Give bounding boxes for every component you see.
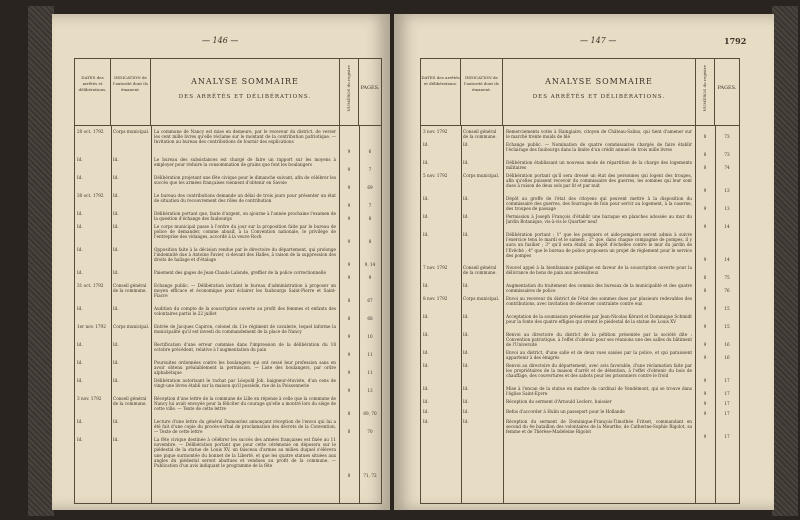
row-page-number: 17 [724, 401, 730, 406]
row-authority: Conseil général de la commune. [463, 265, 497, 276]
table-row [75, 129, 381, 155]
table-row [421, 173, 739, 194]
col-dates-header: DATES des arrêtés et délibérations. [421, 59, 461, 125]
table-row [421, 129, 739, 140]
row-authority: Id. [113, 224, 119, 229]
row-page-number: 16 [724, 342, 730, 347]
row-page-number: 76 [724, 288, 730, 293]
table-row [75, 175, 381, 191]
table-row [421, 419, 739, 440]
table-row [75, 193, 381, 209]
table-row [421, 296, 739, 312]
row-authority: Id. [113, 419, 119, 424]
row-text: Envoi au receveur du district de l'état des sommes dues par plusieurs redevables des contributions, avec invitation de décerner contrainte contre eux [506, 296, 692, 307]
row-register-number: 9 [703, 401, 707, 406]
row-page-number: 6 [368, 149, 372, 154]
col-numero-label: NUMÉROS du registre [346, 65, 351, 112]
row-date: Id. [423, 160, 429, 165]
row-date: Id. [423, 283, 429, 288]
row-page-number: 11 [367, 370, 373, 375]
row-page-number: 73 [724, 134, 730, 139]
row-text: Délibération portant : 1° que les pompiers et aide-pompiers seront admis à suivre l'exercice tenu le mardi et le samedi ; 2° que, dans chaque compagnie de pompes, il y aura un fusilier ; 3° qu'il sera établi un dépôt d'échelles contre le mur du jardin de l'Evêché ; 4° que le bureau de police proposera un projet de règlement pour le service des pompes [506, 232, 692, 258]
row-text: Rectification d'une erreur commise dans l'impression de la délibération du 18 octobre précédent, relative à l'augmentation du pain [154, 342, 336, 353]
book-cover-right [772, 6, 798, 516]
row-page-number: 13 [724, 206, 730, 211]
row-text: La fête civique destinée à célébrer les succès des armées françaises est fixée au 11 novembre. — Délibération portant que pour cette cérémonie on déposera sur le piédestal de la statue de Louis XV, un faisceau d'armes au milieu duquel s'élèvera une pique surmontée du bonnet de la Liberté, et que les quatre statues situées aux angles du piédestal seront abattues et vendues au profit de la commune. — Publication d'un avis indiquant le programme de la fête [154, 437, 336, 469]
row-authority: Id. [463, 232, 469, 237]
row-date: 8 nov. 1792 [423, 296, 448, 301]
row-text: Le bureau des contributions demande un délai de trois jours pour présenter un état de situation du recouvrement des rôles de contribution [154, 193, 336, 204]
year-header: 1792 [724, 36, 747, 46]
row-register-number: 9 [347, 334, 351, 339]
row-text: Refus d'accorder à Hulin un passeport pour le Hollande [506, 409, 625, 414]
table-title [503, 59, 695, 125]
row-authority: Id. [463, 363, 469, 368]
row-text: Acceptation de la soumission présentée par Jean-Nicolas Kérard et Dominique Schmidt pour la fonte des quatre effigies qui ornent le piédestal de la statue de Louis XV [506, 314, 692, 325]
row-authority: Id. [113, 270, 119, 275]
table-row [421, 409, 739, 417]
table-row [421, 332, 739, 348]
row-date: 31 oct. 1792 [77, 283, 104, 288]
row-authority: Id. [113, 378, 119, 383]
row-page-number: 16 [724, 355, 730, 360]
row-authority: Id. [113, 360, 119, 365]
row-page-number: 13 [724, 188, 730, 193]
row-authority: Id. [113, 437, 119, 442]
row-date: Id. [77, 419, 83, 424]
table-row [421, 399, 739, 407]
table-row [75, 283, 381, 304]
row-date: 30 oct. 1792 [77, 193, 104, 198]
row-page-number: 73 [724, 152, 730, 157]
row-register-number: 8 [347, 298, 351, 303]
col-pages-header: PAGES. [717, 85, 737, 91]
table-title-text: ANALYSE SOMMAIRE [191, 77, 299, 86]
row-authority: Conseil général de la commune. [113, 396, 147, 407]
row-text: Nouvel appel à la bienfaisance publique en faveur de la souscription ouverte pour la délivrance de bons de pain aux nécessiteux [506, 265, 692, 276]
table-header [421, 59, 739, 126]
row-register-number: 9 [703, 306, 707, 311]
row-authority: Id. [463, 314, 469, 319]
row-authority: Id. [463, 332, 469, 337]
row-text: Le corps municipal passe à l'ordre du jour sur la proposition faite par le bureau de police de demander, comme abusif, à la Convention nationale, le privilège de l'entreprise des vidanges, accordé à la veuve Roch [154, 224, 336, 240]
table-row [421, 196, 739, 212]
row-page-number: 17 [724, 411, 730, 416]
row-authority: Corps municipal. [463, 296, 500, 301]
table-row [421, 314, 739, 330]
row-authority: Id. [463, 409, 469, 414]
row-date: Id. [77, 247, 83, 252]
row-register-number: 9 [347, 370, 351, 375]
row-register-number: 9 [703, 206, 707, 211]
row-date: Id. [423, 214, 429, 219]
row-authority: Conseil général de la commune. [463, 129, 497, 140]
row-register-number: 9 [703, 355, 707, 360]
row-date: 5 nov. 1792 [423, 173, 448, 178]
row-page-number: 71, 72 [363, 473, 377, 478]
row-authority: Id. [113, 342, 119, 347]
row-register-number: 9 [703, 378, 707, 383]
row-page-number: 74 [724, 165, 730, 170]
row-authority: Id. [113, 175, 119, 180]
col-authority-header: INDICATION de l'autorité dont ils émanent. [461, 59, 503, 125]
table-row [75, 306, 381, 322]
table-row [75, 211, 381, 222]
table-subtitle-text: DES ARRÊTÉS ET DÉLIBÉRATIONS. [532, 94, 666, 100]
row-register-number: 8 [703, 152, 707, 157]
row-authority: Id. [113, 193, 119, 198]
row-text: Délibération portant qu'il sera dressé un état des personnes qui logent des troupes, afin qu'elles puissent recevoir du commissaire des guerres, les sommes qui leur sont dues à raison de deux sols par lit et par nuit [506, 173, 692, 189]
row-page-number: 10 [367, 334, 373, 339]
row-register-number: 9 [347, 185, 351, 190]
row-date: Id. [423, 386, 429, 391]
register-table [420, 58, 740, 504]
row-page-number: 8 [368, 216, 372, 221]
right-page [394, 14, 774, 510]
row-page-number: 69, 70 [363, 411, 377, 416]
table-row [75, 224, 381, 245]
row-page-number: 9 [368, 275, 372, 280]
row-text: Dépôt au greffe de l'état des citoyens qui peuvent mettre à la disposition du commissaire des guerres, des fourrages de foin pour servir au logement, à la caserne, des troupes de passage [506, 196, 692, 212]
row-page-number: 13 [367, 388, 373, 393]
row-authority: Id. [463, 350, 469, 355]
col-numero-header [695, 59, 715, 125]
row-date: Id. [423, 142, 429, 147]
row-date: Id. [423, 399, 429, 404]
col-numero-label: NUMÉROS du registre [702, 65, 707, 112]
row-text: Renvoi au directoire du département, avec avis favorable, d'une réclamation faite par les propriétaires de la maison d'arrêt et de détention, à l'effet d'obtenir du bois de chauffage, des couvertures et des sabots pour les prisonniers contre le froid [506, 363, 692, 379]
row-date: Id. [423, 332, 429, 337]
row-register-number: 9 [703, 188, 707, 193]
table-row [75, 360, 381, 376]
row-text: Opposition faite à la décision rendue par le directoire du département, qui prolonge l'indemnité due à Antoine Favier, ci-devant des Halles, à raison de la suppression des droits de hallage et d'étalage [154, 247, 336, 263]
row-text: Audition du compte de la souscription ouverte au profit des femmes et enfants des volontaires partis le 22 juillet [154, 306, 336, 317]
col-pages-header: PAGES. [360, 85, 380, 91]
row-page-number: 69 [367, 185, 373, 190]
row-text: Mise à l'encan de la statue en marbre du cardinal de Vendémont, qui se trouve dans l'église Saint-Epvre [506, 386, 692, 397]
table-row [75, 342, 381, 358]
row-authority: Id. [463, 399, 469, 404]
row-page-number: 7 [368, 167, 372, 172]
row-text: Réception du serment d'Arnould Leclerc, huissier [506, 399, 612, 404]
row-register-number: 9 [347, 239, 351, 244]
page-number: — 146 — [202, 36, 239, 45]
row-text: Réception d'une lettre de la commune de Lille en réponse à celle que la commune de Nancy lui avait envoyée pour la féliciter du courage qu'elle a montré lors du siège de cette ville. — Texte de cette lettre [154, 396, 336, 412]
table-row [75, 324, 381, 340]
row-text: Envoi au district, d'une salle et de deux vues saisies par la police, et qui paraissent appartenir à des émigrés [506, 350, 692, 361]
row-text: Permission à Joseph François d'établir une baraque en planches adossée au mur du Jardin Botanique, vis-à-vis le Quartier neuf [506, 214, 692, 225]
row-date: Id. [77, 270, 83, 275]
row-authority: Corps municipal. [113, 129, 150, 134]
row-page-number: 17 [724, 434, 730, 439]
row-register-number: 9 [347, 275, 351, 280]
book-cover-left [28, 6, 54, 516]
table-subtitle-text: DES ARRÊTÉS ET DÉLIBÉRATIONS. [178, 94, 312, 100]
row-date: Id. [423, 350, 429, 355]
row-date: Id. [77, 175, 83, 180]
row-authority: Id. [463, 196, 469, 201]
row-text: Paiement des gages de Jean-Claude Lalonde, greffier de la police correctionnelle [154, 270, 326, 275]
row-text: Réception du serment de Dominique-François-Timothée Fritset, commandant en second du 4e bataillon des volontaires de la Meurthe, de Catherine-Sophie Rigolot, sa femme et de Thérèse-Madeleine Rigolot [506, 419, 692, 435]
table-row [421, 350, 739, 361]
table-title-text: ANALYSE SOMMAIRE [545, 77, 653, 86]
row-date: Id. [423, 314, 429, 319]
row-page-number: 8 [368, 239, 372, 244]
row-register-number: 8 [347, 473, 351, 478]
table-row [421, 283, 739, 294]
row-text: Délibération établissant un nouveau mode de répartition de la charge des logements militaires [506, 160, 692, 171]
row-text: Echange public. — Délibération invitant le bureau d'administration à proposer un moyen efficace et économique pour éclairer les faubourgs Saint-Pierre et Saint-Fiacre [154, 283, 336, 299]
row-register-number: 9 [347, 352, 351, 357]
row-register-number: 8 [703, 165, 707, 170]
table-row [421, 386, 739, 397]
row-register-number: 9 [703, 224, 707, 229]
table-row [421, 265, 739, 281]
register-table [74, 58, 382, 504]
row-page-number: 7 [368, 203, 372, 208]
row-register-number: 8 [703, 275, 707, 280]
row-page-number: 14 [724, 224, 730, 229]
row-authority: Conseil général de la commune. [113, 283, 147, 294]
row-authority: Corps municipal. [113, 324, 150, 329]
row-date: 1er nov. 1792 [77, 324, 106, 329]
row-register-number: 8 [347, 316, 351, 321]
row-page-number: 70 [367, 429, 373, 434]
row-date: Id. [423, 409, 429, 414]
row-register-number: 9 [347, 149, 351, 154]
row-authority: Id. [113, 247, 119, 252]
row-text: Echange public. — Nomination de quatre commissaires chargés de faire établir l'éclairage des faubourgs dans la limite d'un crédit annuel de trois mille livres [506, 142, 692, 153]
row-authority: Id. [463, 283, 469, 288]
row-register-number: 9 [347, 216, 351, 221]
col-numero-header [339, 59, 359, 125]
row-date: Id. [77, 342, 83, 347]
row-page-number: 14 [724, 257, 730, 262]
row-page-number: 9, 14 [364, 262, 376, 267]
col-authority-header: INDICATION de l'autorité dont ils émanent. [111, 59, 151, 125]
row-authority: Corps municipal. [463, 173, 500, 178]
table-row [75, 378, 381, 394]
row-page-number: 75 [724, 275, 730, 280]
table-row [421, 214, 739, 230]
row-register-number: 9 [347, 167, 351, 172]
row-authority: Id. [113, 157, 119, 162]
row-page-number: 11 [367, 352, 373, 357]
left-page [52, 14, 390, 510]
row-authority: Id. [463, 142, 469, 147]
row-authority: Id. [463, 419, 469, 424]
table-row [421, 160, 739, 171]
row-date: Id. [423, 419, 429, 424]
row-register-number: 8 [347, 411, 351, 416]
row-register-number: 9 [703, 257, 707, 262]
row-date: 20 oct. 1792 [77, 129, 104, 134]
row-date: Id. [77, 378, 83, 383]
row-text: Renvoi au directoire du district de la pétition présentée par la société dite : Convention patriotique, à l'effet d'obtenir pour ses réunions une des salles du bâtiment de l'Université [506, 332, 692, 348]
row-date: Id. [77, 437, 83, 442]
row-date: Id. [423, 363, 429, 368]
row-register-number: 8 [703, 288, 707, 293]
row-date: Id. [77, 157, 83, 162]
row-register-number: 9 [703, 434, 707, 439]
row-text: Le bureau des subsistances est chargé de faire un rapport sur les moyens à employer pour réduire la consommation de grains que font les boulangers [154, 157, 336, 168]
row-date: Id. [77, 306, 83, 311]
row-register-number: 9 [347, 203, 351, 208]
row-date: 7 nov. 1792 [423, 265, 448, 270]
row-register-number: 9 [703, 411, 707, 416]
table-row [75, 419, 381, 435]
row-text: Délibération projetant une fête civique pour le dimanche suivant, afin de célébrer les succès que les armées françaises viennent d'obtenir en Savoie [154, 175, 336, 186]
row-register-number: 9 [703, 391, 707, 396]
row-register-number: 9 [347, 388, 351, 393]
row-register-number: 8 [703, 134, 707, 139]
row-text: Délibération portant que, faute d'argent, on ajourne à l'année prochaine l'examen de la question d'échange des faubourgs [154, 211, 336, 222]
table-row [421, 232, 739, 263]
row-date: Id. [423, 232, 429, 237]
row-date: Id. [77, 224, 83, 229]
row-register-number: 9 [347, 262, 351, 267]
table-row [421, 363, 739, 384]
row-date: 3 nov. 1792 [77, 396, 102, 401]
row-date: Id. [77, 211, 83, 216]
row-page-number: 17 [724, 378, 730, 383]
row-authority: Id. [463, 160, 469, 165]
row-authority: Id. [113, 306, 119, 311]
row-text: La commune de Nancy est mise en demeure, par le receveur du district, de verser les cent mille livres qu'elle réclame sur le montant de la contribution patriotique. — Invitation au bureau des contributions de fournir des explications [154, 129, 336, 145]
row-date: Id. [77, 360, 83, 365]
table-row [75, 157, 381, 173]
row-text: Remerciements votés à Haingiaire, citoyen de Château-Salins, qui tient d'amener sur le marché trente muids de blé [506, 129, 692, 140]
table-row [421, 142, 739, 158]
row-authority: Id. [463, 386, 469, 391]
row-page-number: 68 [367, 316, 373, 321]
table-row [75, 396, 381, 417]
table-title [151, 59, 339, 125]
row-text: Augmentation du traitement des commis des bureaux de la municipalité et des quatre commissaires de police [506, 283, 692, 294]
row-page-number: 67 [367, 298, 373, 303]
row-page-number: 17 [724, 391, 730, 396]
row-register-number: 8 [347, 429, 351, 434]
row-text: Délibération autorisant le rachat par Léopold Job, baigneur-étuviste, d'un cens de vingt-une livres établi sur la maison qu'il possède, rue de la Poissonnerie [154, 378, 336, 389]
row-page-number: 15 [724, 324, 730, 329]
row-authority: Id. [463, 214, 469, 219]
page-number: — 147 — [580, 36, 617, 45]
row-text: Lecture d'une lettre du général Dumouriez annonçant réception de l'envoi qui lui a été fait d'une copie du procès-verbal de proclamation des décrets de la Convention. — Texte de cette lettre [154, 419, 336, 435]
row-page-number: 15 [724, 306, 730, 311]
table-row [75, 247, 381, 268]
row-authority: Id. [113, 211, 119, 216]
col-dates-header: DATES des arrêtés et délibérations. [75, 59, 111, 125]
table-header [75, 59, 381, 126]
row-register-number: 9 [703, 342, 707, 347]
table-row [75, 437, 381, 479]
row-text: Entrée de Jacques Capiron, colonel du 11e régiment de cavalerie, lequel informe la municipalité qu'il est investi du commandement de la place de Nancy [154, 324, 336, 335]
row-date: Id. [423, 196, 429, 201]
row-date: 3 nov. 1792 [423, 129, 448, 134]
row-text: Poursuites ordonnées contre les boulangers qui ont cessé leur profession sans en avoir obtenu préalablement la permission. — Liste des boulangers, par ordre alphabétique [154, 360, 336, 376]
table-row [75, 270, 381, 281]
row-register-number: 9 [703, 324, 707, 329]
